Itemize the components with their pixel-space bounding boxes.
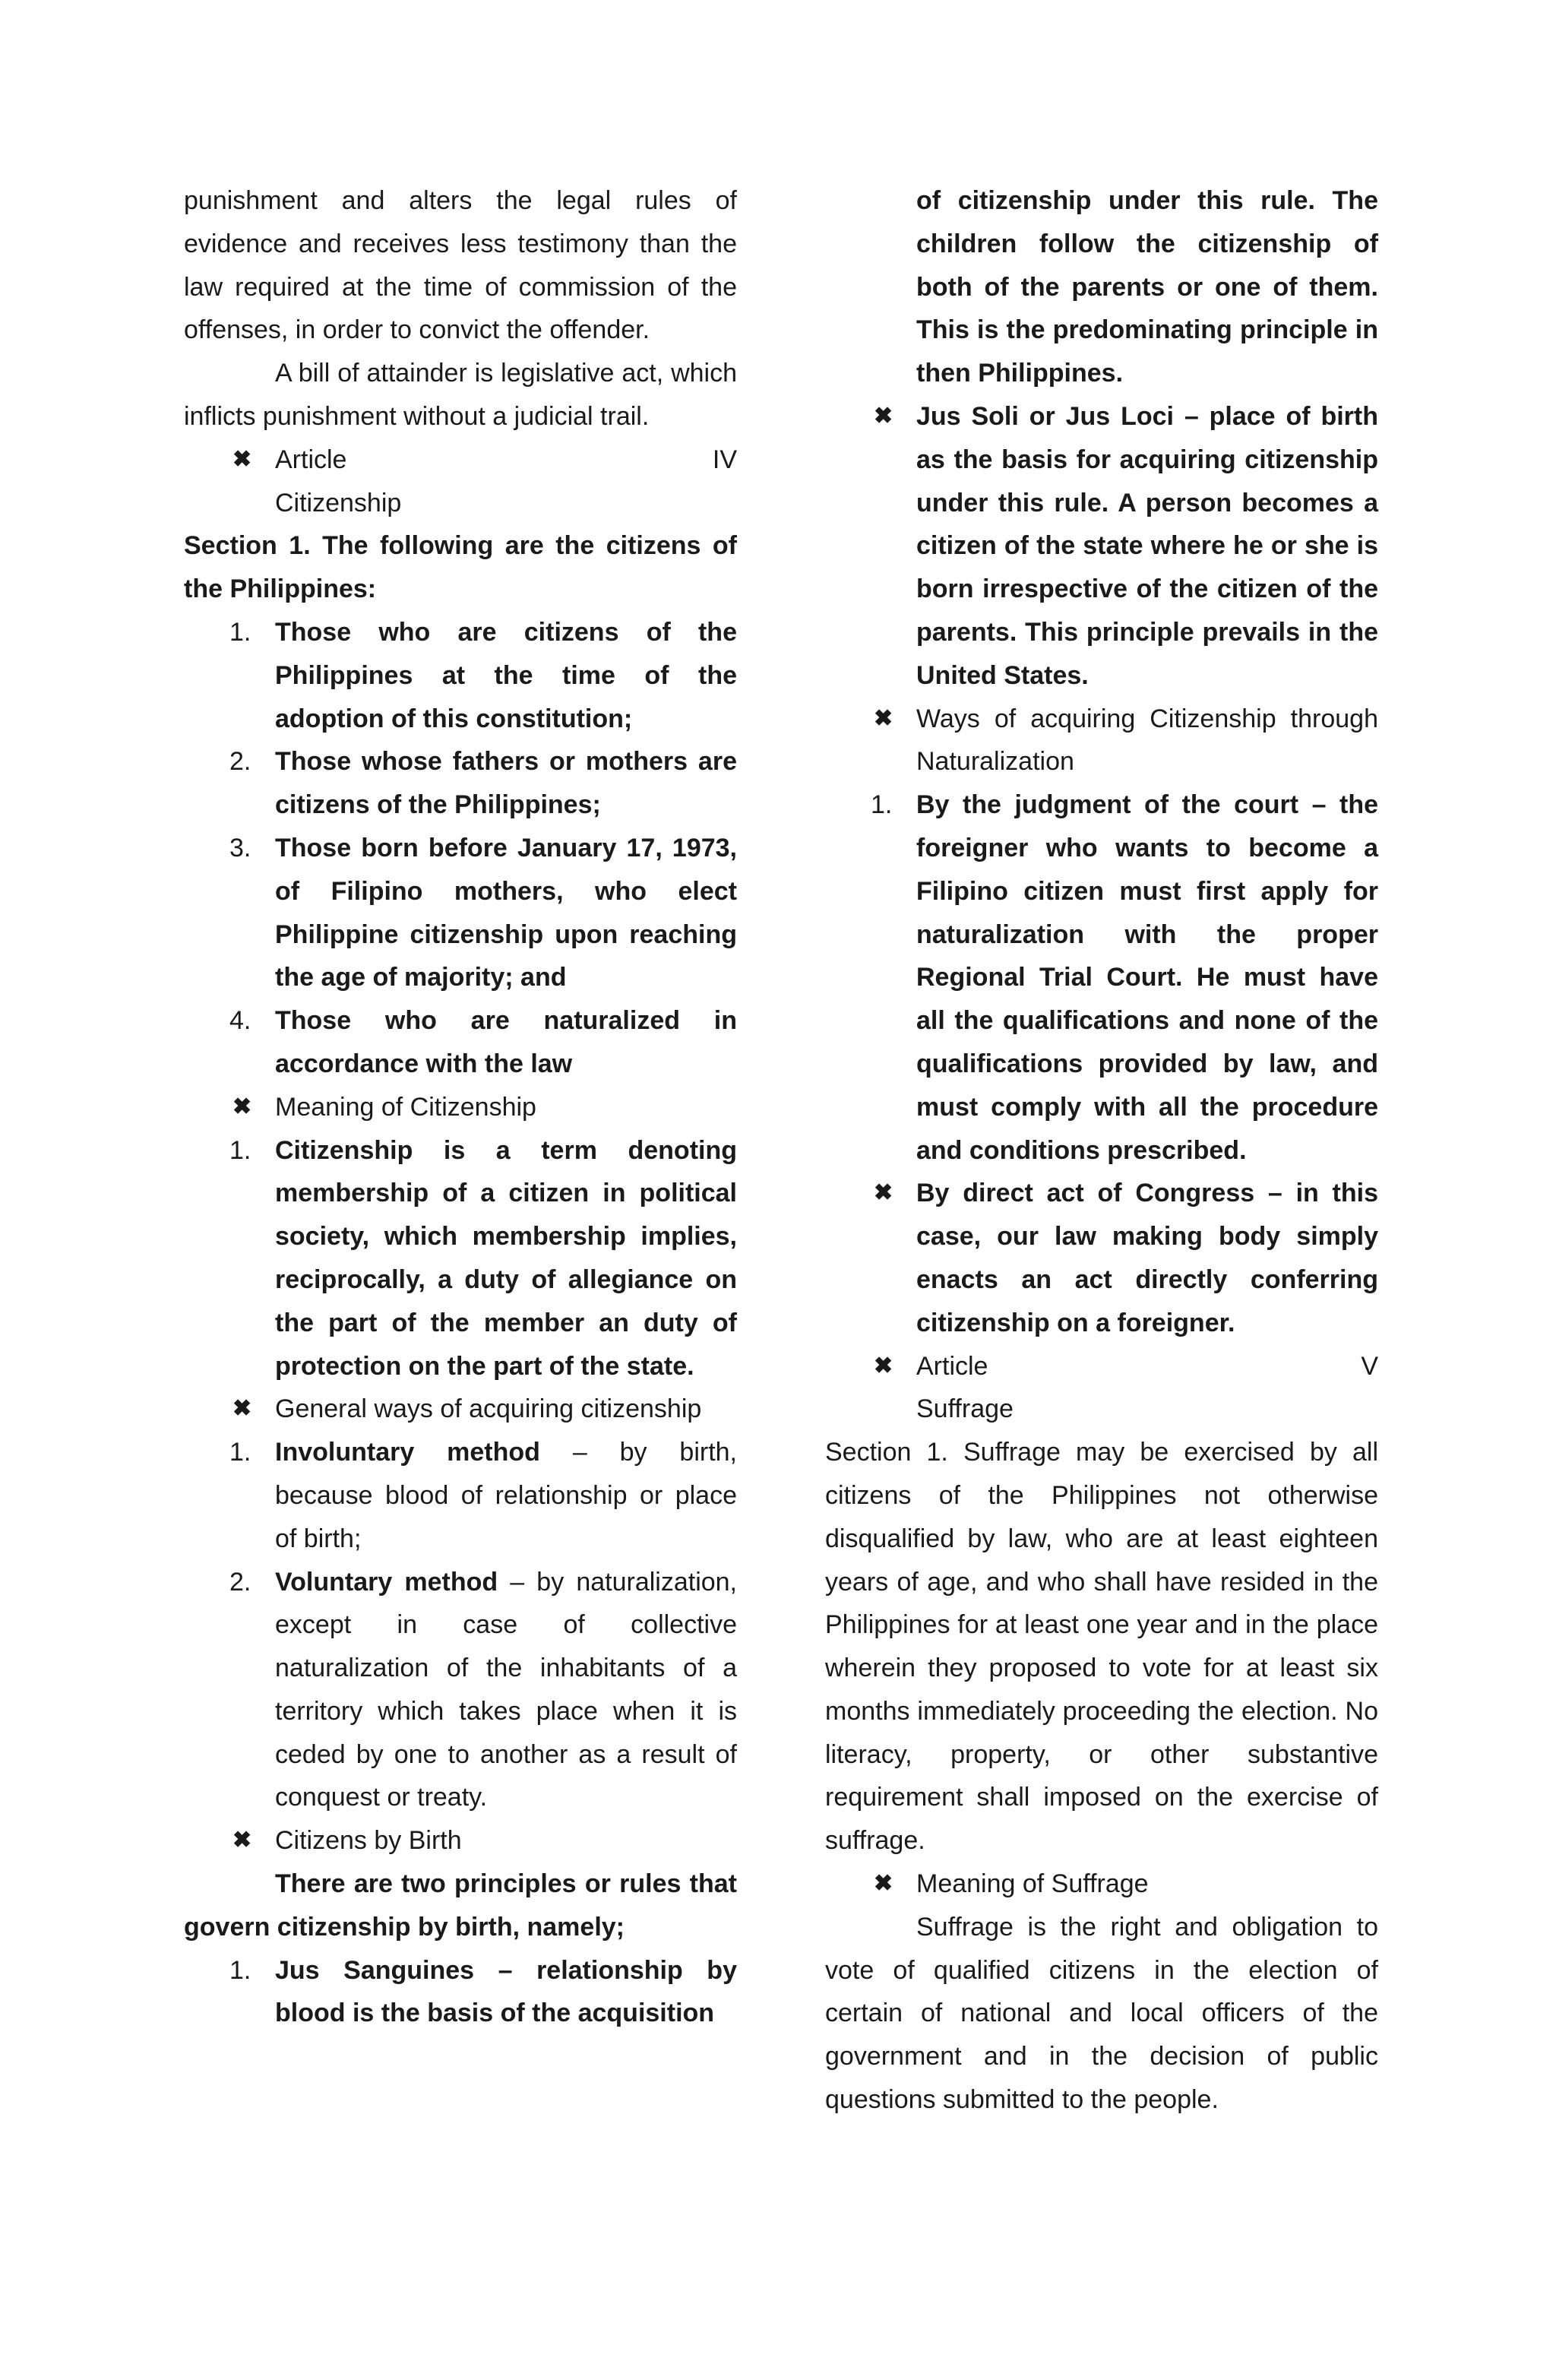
bullet-text: General ways of acquiring citizenship [275,1394,702,1424]
list-text: – by naturalization, except in case of collective naturalization of the inhabitants of a territory which takes place when it is ceded by one to another as a result of conquest or treaty. [275,1567,738,1812]
bullet-text: Jus Soli or Jus Loci – place of birth as the basis for acquiring citizenship under this rule. A person becomes a citizen of the state where he or she is born irrespective of the citizen of the parents. This principle prevails in the United States. [916,401,1378,690]
bullet-meaning-suffrage [825,1863,1378,1906]
x-bullet-icon: ✖ [232,1828,252,1853]
term-involuntary: Involuntary method [275,1438,540,1467]
x-bullet-icon: ✖ [874,1180,893,1206]
bullet-meaning-citizenship [184,1086,737,1129]
list-item-continuation [825,179,1378,395]
x-bullet-icon: ✖ [232,1396,252,1422]
list-number: 1. [229,1135,251,1165]
list-text: Those who are citizens of the Philippines at the time of the adoption of this constitution; [275,617,737,733]
paragraph-two-principles: There are two principles or rules that govern citizenship by birth, namely; [184,1869,737,1942]
list-item [184,611,737,740]
list-item-involuntary [184,1431,737,1560]
article-number: IV [712,445,737,474]
list-text: Those born before January 17, 1973, of Filipino mothers, who elect Philippine citizenship upon reaching the age of majority; and [275,833,737,992]
x-bullet-icon: ✖ [874,705,893,731]
bullet-text: Meaning of Citizenship [275,1092,536,1122]
article-title: Citizenship [275,488,402,517]
list-text: Those who are naturalized in accordance with the law [275,1006,737,1078]
list-item [184,740,737,827]
list-item [184,999,737,1086]
list-number: 4. [229,1006,251,1036]
bullet-citizens-by-birth [184,1819,737,1863]
x-bullet-icon: ✖ [874,403,893,429]
bullet-text: By direct act of Congress – in this case, our law making body simply enacts an act directly conferring citizenship on a foreigner. [916,1179,1378,1337]
list-number: 1. [871,790,893,820]
list-number: 2. [229,1567,251,1597]
list-number: 2. [229,747,251,777]
paragraph-punishment: punishment and alters the legal rules of evidence and receives less testimony than the law required at the time of commission of the offenses, in order to convict the offender. [184,186,737,345]
list-text: Citizenship is a term denoting membership of a citizen in political society, which membership implies, reciprocally, a duty of allegiance on the part of the member an duty of protection on the part of the state. [275,1135,737,1381]
bullet-text: Citizens by Birth [275,1826,462,1856]
list-text: Those whose fathers or mothers are citizens of the Philippines; [275,747,737,820]
article-label: Article [275,445,347,474]
left-column [184,179,737,2035]
citizens-list [184,611,737,1086]
bullet-ways-naturalization [825,698,1378,784]
x-bullet-icon: ✖ [232,446,252,472]
term-voluntary: Voluntary method [275,1567,498,1597]
bullet-act-of-congress [825,1172,1378,1344]
x-bullet-icon: ✖ [232,1093,252,1119]
bullet-article-iv [184,438,737,525]
list-item-judgment-of-court [825,783,1378,1172]
article-label: Article [916,1351,988,1381]
article-title: Suffrage [916,1394,1014,1424]
list-text: – by birth, because blood of relationship or place of birth; [275,1438,738,1553]
bullet-text: Ways of acquiring Citizenship through Naturalization [916,704,1378,777]
list-item-voluntary [184,1561,737,1820]
paragraph-suffrage-definition: Suffrage is the right and obligation to vote of qualified citizens in the election of certain of national and local officers of the government and in the decision of public questions submitted to the people. [825,1912,1378,2115]
bullet-jus-soli [825,395,1378,698]
list-item [184,827,737,999]
list-item-citizenship-definition [184,1129,737,1388]
paragraph-bill-of-attainder: A bill of attainder is legislative act, which inflicts punishment without a judicial trail. [184,359,737,431]
section-1-suffrage: Section 1. Suffrage may be exercised by all citizens of the Philippines not otherwise disqualified by law, who are at least eighteen years of age, and who shall have resided in the Philippines for at least one year and in the place wherein they proposed to vote for at least six months immediately proceeding the election. No literacy, property, or other substantive requirement shall imposed on the exercise of suffrage. [825,1438,1378,1856]
right-column [825,179,1378,2122]
bullet-general-ways [184,1388,737,1431]
list-text: of citizenship under this rule. The children follow the citizenship of both of the parents or one of them. This is the predominating principle in then Philippines. [916,186,1378,388]
section-1-citizens: Section 1. The following are the citizens of the Philippines: [184,531,737,604]
list-item-jus-sanguines [184,1949,737,2036]
x-bullet-icon: ✖ [874,1353,893,1378]
list-text: By the judgment of the court – the foreigner who wants to become a Filipino citizen must first apply for naturalization with the proper Regional Trial Court. He must have all the qualifications and none of the qualifications provided by law, and must comply with all the procedure and conditions prescribed. [916,790,1378,1165]
article-number: V [1361,1351,1378,1381]
list-number: 3. [229,833,251,862]
bullet-article-v [825,1345,1378,1432]
list-text: Jus Sanguines – relationship by blood is the basis of the acquisition [275,1955,737,2028]
list-number: 1. [229,1955,251,1985]
list-number: 1. [229,1438,251,1467]
bullet-text: Meaning of Suffrage [916,1869,1149,1899]
list-number: 1. [229,617,251,647]
x-bullet-icon: ✖ [874,1871,893,1897]
